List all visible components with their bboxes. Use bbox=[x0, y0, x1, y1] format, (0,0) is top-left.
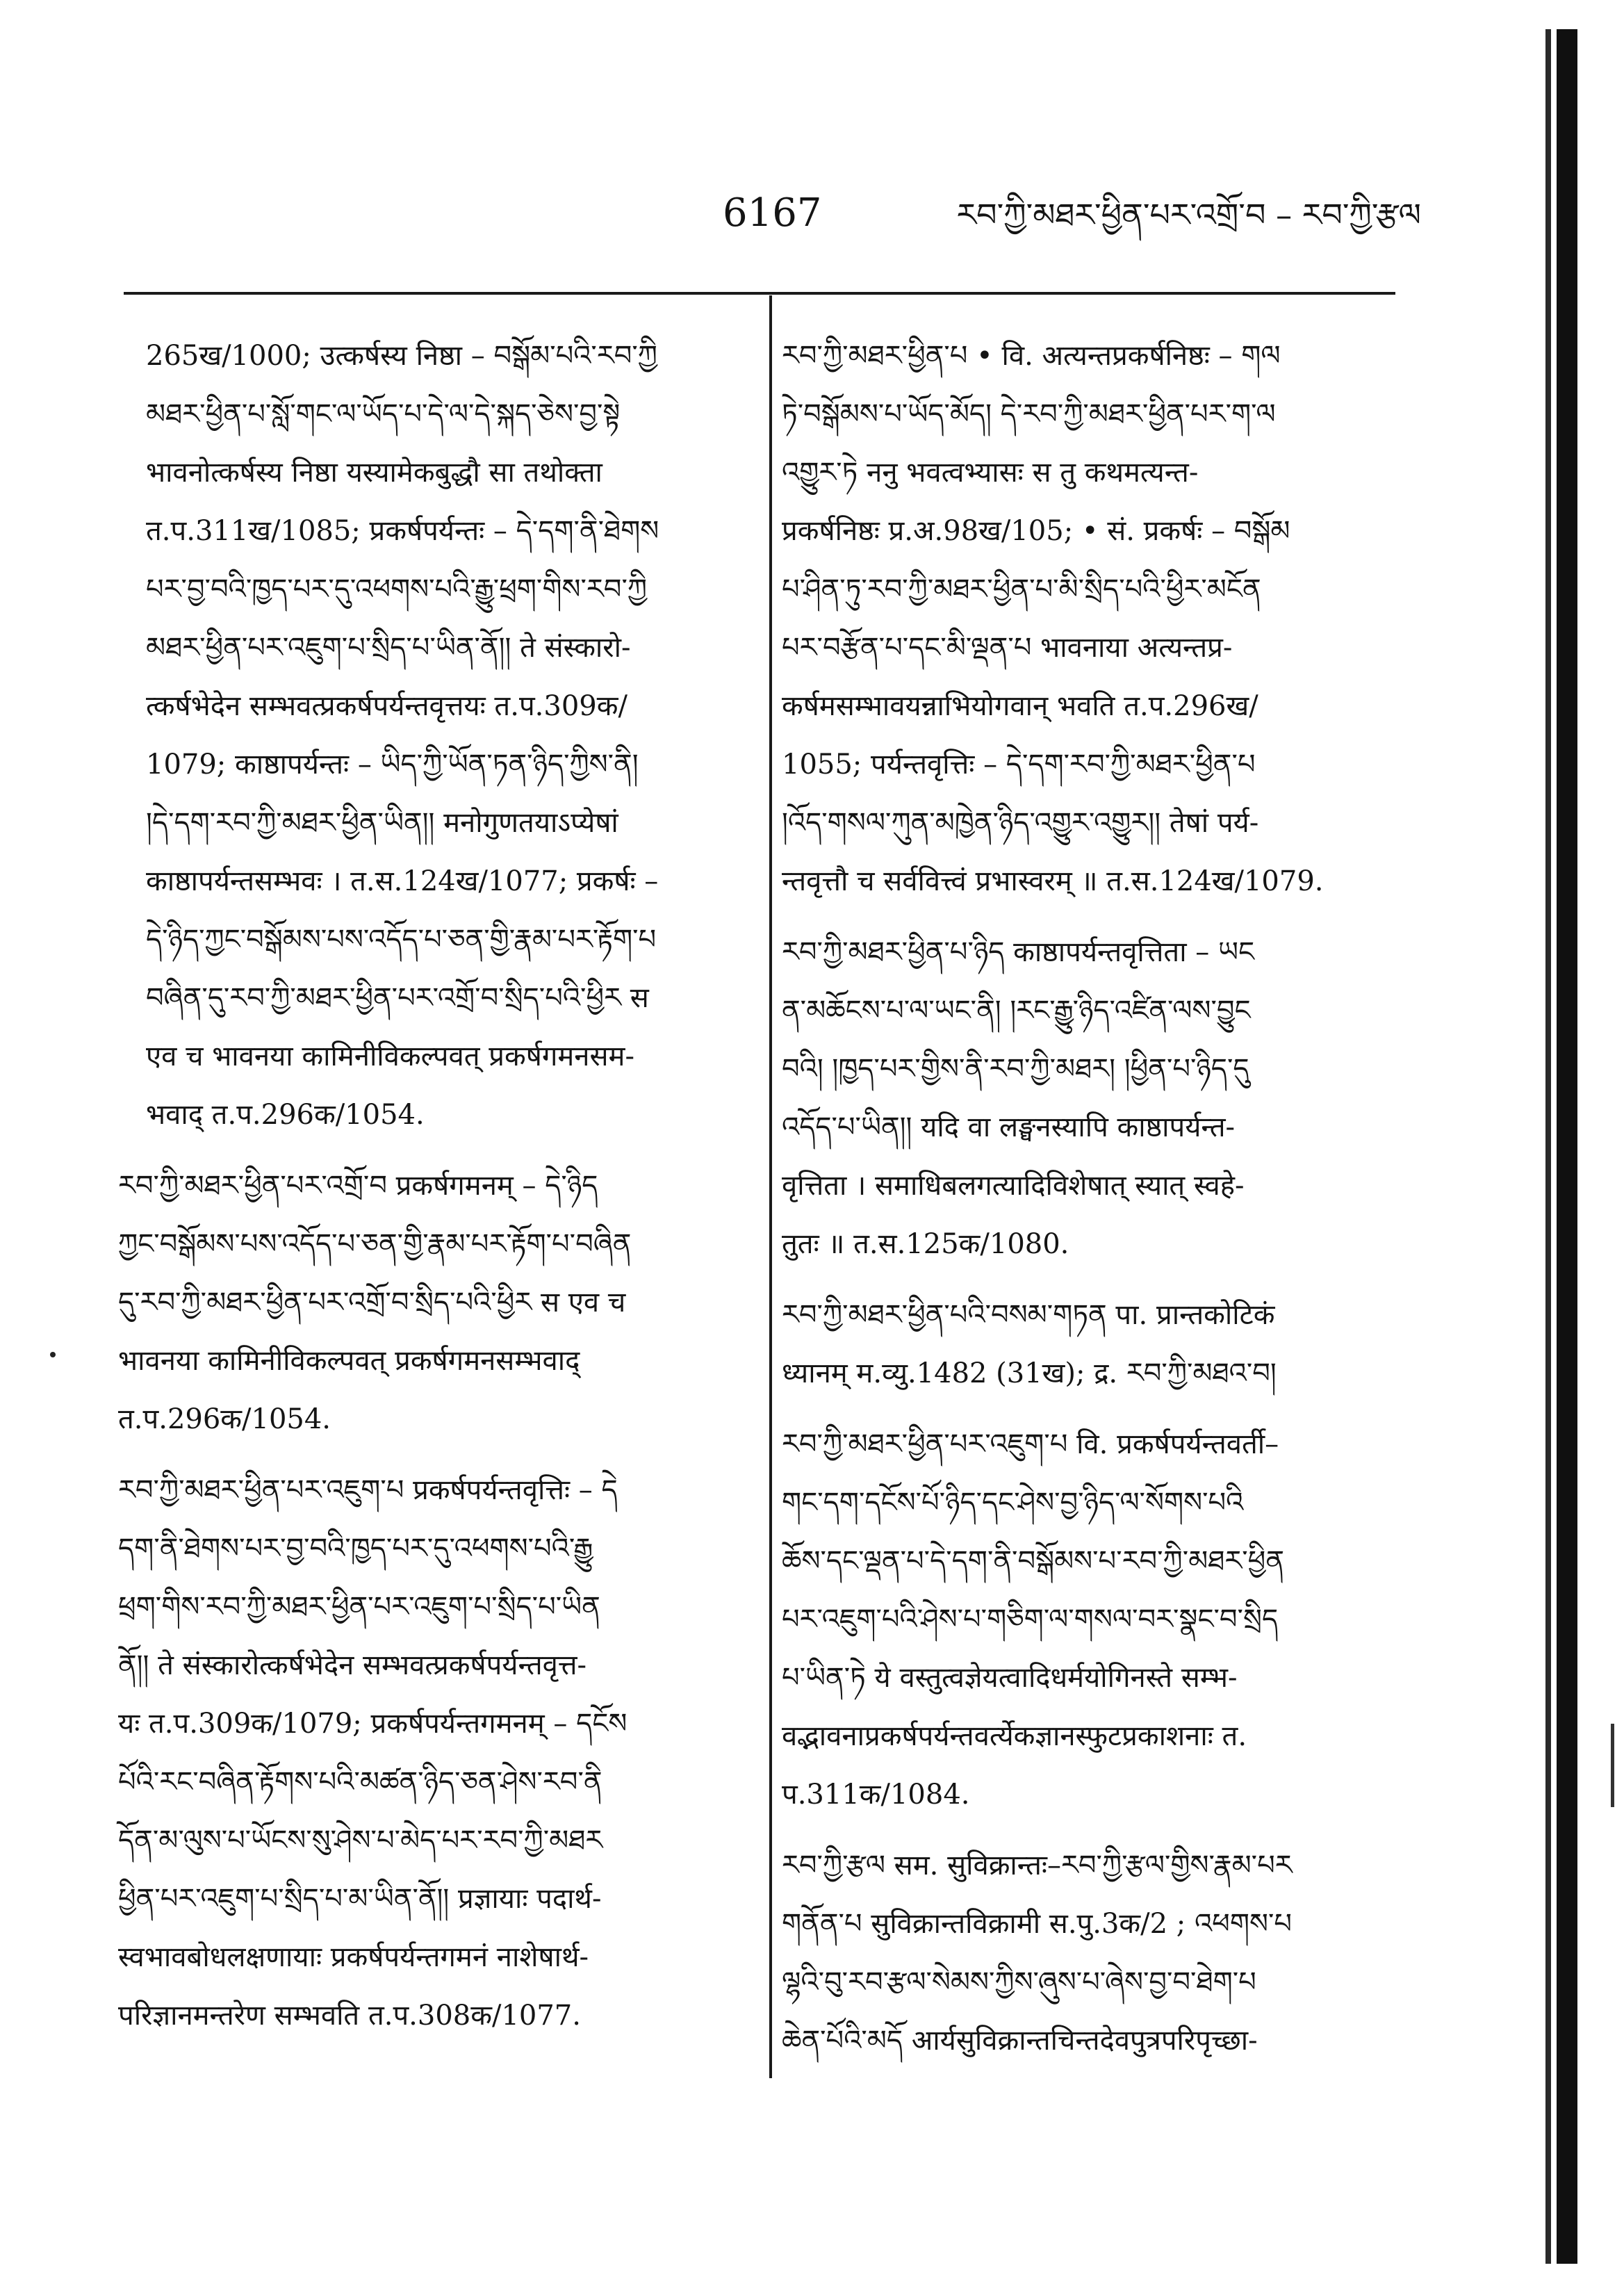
dictionary-entry bbox=[782, 923, 1411, 1273]
entry-line: भावनोत्कर्षस्य निष्ठा यस्यामेकबुद्धौ सा तथोक्ता bbox=[146, 457, 602, 489]
entry-line: कर्षमसम्भावयन्नाभियोगवान् भवति त.प.296ख/ bbox=[782, 690, 1258, 722]
entry-line: རབ་ཀྱི་མཐར་ཕྱིན་པར་འཇུག་པ वि. प्रकर्षपर्यन्तवर्ती– bbox=[782, 1428, 1279, 1460]
entry-line: 1079; काष्ठापर्यन्तः – ཡིད་ཀྱི་ཡོན་ཏན་ཉིད་ཀྱིས་ནི། bbox=[146, 749, 639, 781]
entry-line: भावनया कामिनीविकल्पवत् प्रकर्षगमनसम्भवाद् bbox=[118, 1345, 580, 1377]
entry-line: ལྷའི་བུ་རབ་རྩལ་སེམས་ཀྱིས་ཞུས་པ་ཞེས་བྱ་བ་ཐེག་པ bbox=[782, 1966, 1256, 1998]
entry-line: ཕྱིན་པར་འཇུག་པ་སྲིད་པ་མ་ཡིན་ནོ།། प्रज्ञायाः पदार्थ- bbox=[118, 1883, 602, 1915]
header-rule bbox=[124, 292, 1395, 295]
entry-line: प.311क/1084. bbox=[782, 1779, 970, 1811]
entry-line: དོན་མ་ལུས་པ་ཡོངས་སུ་ཤེས་པ་མེད་པར་རབ་ཀྱི་མཐར bbox=[118, 1824, 603, 1856]
entry-line: གང་དག་དངོས་པོ་ཉིད་དང་ཤེས་བྱ་ཉིད་ལ་སོགས་པའི bbox=[782, 1487, 1244, 1519]
entry-line: ནོ།། ते संस्कारोत्कर्षभेदेन सम्भवत्प्रकर्षपर्यन्तवृत्त- bbox=[118, 1649, 587, 1681]
entry-line: एव च भावनया कामिनीविकल्पवत् प्रकर्षगमनसम- bbox=[146, 1040, 634, 1072]
entry-line: པོའི་རང་བཞིན་རྟོགས་པའི་མཚན་ཉིད་ཅན་ཤེས་རབ་ནི bbox=[118, 1766, 602, 1798]
right-column bbox=[782, 327, 1411, 2078]
entry-line: 1055; पर्यन्तवृत्तिः – དེ་དག་རབ་ཀྱི་མཐར་ཕྱིན་པ bbox=[782, 749, 1256, 781]
entry-line: རབ་ཀྱི་རྩལ सम. सुविक्रान्तः–རབ་ཀྱི་རྩལ་གྱིས་རྣམ་པར bbox=[782, 1850, 1293, 1881]
entry-line: ध्यानम् म.व्यु.1482 (31ख); द्र. རབ་ཀྱི་མཐའ་བ། bbox=[782, 1357, 1277, 1389]
scan-speck bbox=[50, 1352, 56, 1357]
dictionary-entry bbox=[782, 327, 1411, 911]
page-edge-binding bbox=[1557, 29, 1577, 2264]
entry-line: བཞིན་དུ་རབ་ཀྱི་མཐར་ཕྱིན་པར་འགྲོ་བ་སྲིད་པའི་ཕྱིར स bbox=[146, 982, 649, 1014]
entry-line: རབ་ཀྱི་མཐར་ཕྱིན་པ • वि. अत्यन्तप्रकर्षनिष्ठः – གལ bbox=[782, 340, 1281, 372]
entry-line: ཀྱང་བསྒོམས་པས་འདོད་པ་ཅན་གྱི་རྣམ་པར་རྟོག་པ་བཞིན bbox=[118, 1228, 632, 1260]
entry-line: རབ་ཀྱི་མཐར་ཕྱིན་པའི་བསམ་གཏན पा. प्रान्तकोटिकं bbox=[782, 1299, 1275, 1331]
entry-line: །འོད་གསལ་ཀུན་མཁྱེན་ཉིད་འགྱུར་འགྱུར།། तेषां पर्य- bbox=[782, 807, 1259, 839]
entry-line: དུ་རབ་ཀྱི་མཐར་ཕྱིན་པར་འགྲོ་བ་སྲིད་པའི་ཕྱིར स एव च bbox=[118, 1287, 626, 1318]
entry-line: वद्भावनाप्रकर्षपर्यन्तवर्त्येकज्ञानस्फुटप्रकाशनाः त. bbox=[782, 1720, 1247, 1752]
dictionary-entry bbox=[118, 1461, 747, 2045]
entry-line: प्रकर्षनिष्ठः प्र.अ.98ख/105; • सं. प्रकर्षः – བསྒོམ bbox=[782, 515, 1290, 547]
entry-line: भवाद् त.प.296क/1054. bbox=[146, 1099, 425, 1131]
entry-line: त्कर्षभेदेन सम्भवत्प्रकर्षपर्यन्तवृत्तयः त.प.309क/ bbox=[146, 690, 628, 722]
entry-line: དག་ནི་ཐེགས་པར་བྱ་བའི་ཁྱད་པར་དུ་འཕགས་པའི་རྒྱུ bbox=[118, 1533, 593, 1565]
entry-line: མཐར་ཕྱིན་པར་འཇུག་པ་སྲིད་པ་ཡིན་ནོ།། ते संस्कारो- bbox=[146, 632, 631, 664]
entry-line: ཆོས་དང་ལྡན་པ་དེ་དག་ནི་བསྒོམས་པ་རབ་ཀྱི་མཐར་ཕྱིན bbox=[782, 1545, 1284, 1577]
entry-line: དེ་ཉིད་ཀྱང་བསྒོམས་པས་འདོད་པ་ཅན་གྱི་རྣམ་པར་རྟོག་པ bbox=[146, 924, 657, 956]
entry-line: न्तवृत्तौ च सर्ववित्त्वं प्रभास्वरम् ॥ त.स.124ख/1079. bbox=[782, 865, 1324, 897]
entry-line: བའི། །ཁྱད་པར་གྱིས་ནི་རབ་ཀྱི་མཐར། །ཕྱིན་པ་ཉིད་དུ bbox=[782, 1053, 1249, 1085]
entry-line: འདོད་པ་ཡིན།། यदि वा लङ्घनस्यापि काष्ठापर्यन्त- bbox=[782, 1111, 1236, 1143]
page-edge-shadow bbox=[1545, 29, 1551, 2264]
entry-line: རབ་ཀྱི་མཐར་ཕྱིན་པ་ཉིད काष्ठापर्यन्तवृत्तिता – ཡང bbox=[782, 936, 1255, 968]
dictionary-entry bbox=[118, 1157, 747, 1448]
entry-line: काष्ठापर्यन्तसम्भवः । त.स.124ख/1077; प्रकर्षः – bbox=[146, 865, 659, 897]
left-column bbox=[118, 327, 747, 2078]
entry-line: स्वभावबोधलक्षणायाः प्रकर्षपर्यन्तगमनं नाशेषार्थ- bbox=[118, 1941, 589, 1973]
running-head: རབ་ཀྱི་མཐར་ཕྱིན་པར་འགྲོ་བ – རབ་ཀྱི་རྩལ bbox=[956, 196, 1421, 234]
entry-line: པར་བརྩོན་པ་དང་མི་ལྡན་པ भावनाया अत्यन्तप्र- bbox=[782, 632, 1233, 664]
entry-line: त.प.296क/1054. bbox=[118, 1403, 331, 1435]
dictionary-entry bbox=[118, 327, 747, 1144]
dictionary-entry bbox=[782, 1836, 1411, 2070]
entry-line: यः त.प.309क/1079; प्रकर्षपर्यन्तगमनम् – དངོས bbox=[118, 1708, 628, 1740]
entry-line: པ་ཤིན་ཏུ་རབ་ཀྱི་མཐར་ཕྱིན་པ་མི་སྲིད་པའི་ཕྱིར་མངོན bbox=[782, 573, 1261, 605]
entry-line: །དེ་དག་རབ་ཀྱི་མཐར་ཕྱིན་ཡིན།། मनोगुणतयाऽप्येषां bbox=[146, 807, 618, 839]
entry-line: ཕྲག་གིས་རབ་ཀྱི་མཐར་ཕྱིན་པར་འཇུག་པ་སྲིད་པ་ཡིན bbox=[118, 1591, 600, 1623]
entry-line: པ་ཡིན་ཏེ ये वस्तुत्वज्ञेयत्वादिधर्मयोगिनस्ते सम्भ- bbox=[782, 1662, 1238, 1694]
dictionary-entry bbox=[782, 1286, 1411, 1403]
entry-line: त.प.311ख/1085; प्रकर्षपर्यन्तः – དེ་དག་ནི་ཐེགས bbox=[146, 515, 659, 547]
entry-line: རབ་ཀྱི་མཐར་ཕྱིན་པར་འགྲོ་བ प्रकर्षगमनम् – དེ་ཉིད bbox=[118, 1170, 598, 1202]
entry-line: ཏེ་བསྒོམས་པ་ཡོད་མོད། དེ་རབ་ཀྱི་མཐར་ཕྱིན་པར་ག་ལ bbox=[782, 398, 1276, 430]
entry-line: ཆེན་པོའི་མདོ आर्यसुविक्रान्तचिन्तदेवपुत्रपरिपृच्छा- bbox=[782, 2025, 1258, 2057]
entry-line: འགྱུར་ཏེ ननु भवत्वभ्यासः स तु कथमत्यन्त- bbox=[782, 457, 1199, 489]
entry-line: वृत्तिता । समाधिबलगत्यादिविशेषात् स्यात् स्वहे- bbox=[782, 1170, 1245, 1202]
page-number: 6167 bbox=[723, 190, 822, 236]
entry-line: མཐར་ཕྱིན་པ་སློ་གང་ལ་ཡོད་པ་དེ་ལ་དེ་སྐད་ཅེས་བྱ་སྟེ bbox=[146, 398, 621, 430]
entry-line: རབ་ཀྱི་མཐར་ཕྱིན་པར་འཇུག་པ प्रकर्षपर्यन्तवृत्तिः – དེ bbox=[118, 1474, 618, 1506]
entry-line: तुतः ॥ त.स.125क/1080. bbox=[782, 1228, 1069, 1260]
dictionary-entry bbox=[782, 1415, 1411, 1824]
entry-line: པར་བྱ་བའི་ཁྱད་པར་དུ་འཕགས་པའི་རྒྱུ་ཕྲག་གིས་རབ་ཀྱི bbox=[146, 573, 647, 605]
entry-line: པར་འཇུག་པའི་ཤེས་པ་གཅིག་ལ་གསལ་བར་སྣང་བ་སྲིད bbox=[782, 1603, 1279, 1635]
scan-edge-mark bbox=[1611, 1724, 1614, 1807]
entry-line: परिज्ञानमन्तरेण सम्भवति त.प.308क/1077. bbox=[118, 2000, 581, 2032]
entry-line: ན་མཆོངས་པ་ལ་ཡང་ནི། །རང་རྒྱུ་ཉིད་འཛིན་ལས་བྱུང bbox=[782, 995, 1251, 1027]
entry-line: གནོན་པ सुविक्रान्तविक्रामी स.पु.3क/2 ; འཕགས་པ bbox=[782, 1908, 1293, 1940]
column-divider bbox=[769, 295, 772, 2078]
entry-line: 265ख/1000; उत्कर्षस्य निष्ठा – བསྒོམ་པའི་རབ་ཀྱི bbox=[146, 340, 657, 372]
